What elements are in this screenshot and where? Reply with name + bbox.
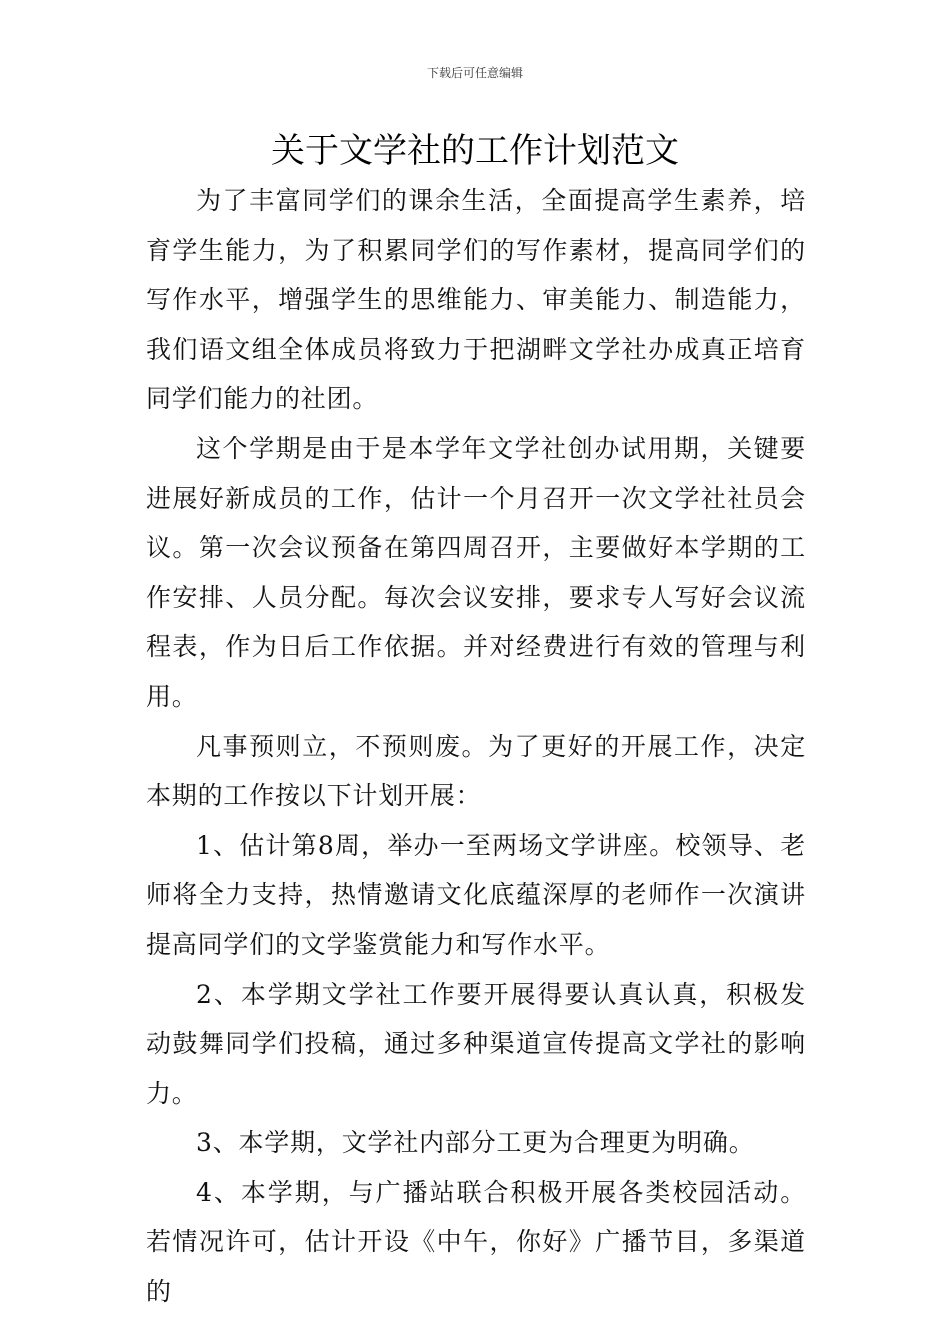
page-header-note: 下载后可任意编辑 <box>426 66 523 80</box>
plan-item-1: 1、估计第8周，举办一至两场文学讲座。校领导、老师将全力支持，热情邀请文化底蕴深厚的老师作一次演讲提高同学们的文学鉴赏能力和写作水平。 <box>146 830 806 959</box>
paragraph-semester: 这个学期是由于是本学年文学社创办试用期，关键要进展好新成员的工作，估计一个月召开一次文学社社员会议。第一次会议预备在第四周召开，主要做好本学期的工作安排、人员分配。每次会议安排，要求专人写好会议流程表，作为日后工作依据。并对经费进行有效的管理与利用。 <box>146 433 806 711</box>
plan-item-3: 3、本学期，文学社内部分工更为合理更为明确。 <box>196 1128 755 1158</box>
plan-item-4: 4、本学期，与广播站联合积极开展各类校园活动。若情况许可，估计开设《中午，你好》广播节目，多渠道的 <box>146 1177 806 1307</box>
paragraph-plan-lead: 凡事预则立，不预则废。为了更好的开展工作，决定本期的工作按以下计划开展： <box>146 731 806 811</box>
plan-item-2: 2、本学期文学社工作要开展得要认真认真，积极发动鼓舞同学们投稿，通过多种渠道宣传提高文学社的影响力。 <box>146 979 806 1108</box>
document-title: 关于文学社的工作计划范文 <box>271 131 679 171</box>
document-body <box>146 176 806 1317</box>
paragraph-intro: 为了丰富同学们的课余生活，全面提高学生素养，培育学生能力，为了积累同学们的写作素材，提高同学们的写作水平，增强学生的思维能力、审美能力、制造能力，我们语文组全体成员将致力于把湖畔文学社办成真正培育同学们能力的社团。 <box>146 186 806 414</box>
